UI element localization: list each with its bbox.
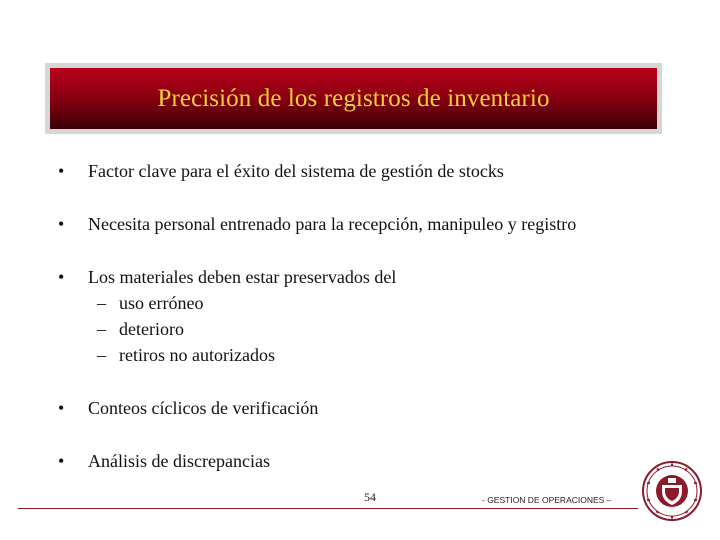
bullet-item	[58, 211, 576, 237]
sub-bullet-item	[97, 316, 184, 342]
title-frame	[45, 63, 662, 134]
bullet-glyph: •	[58, 398, 65, 418]
bullet-glyph: •	[58, 451, 65, 471]
bullet-glyph: •	[58, 161, 65, 181]
university-seal-icon	[642, 460, 702, 522]
bullet-item	[58, 264, 396, 290]
slide-title: Precisión de los registros de inventario	[157, 84, 550, 112]
sub-bullet-text: retiros no autorizados	[119, 345, 275, 365]
sub-bullet-text: deterioro	[119, 319, 184, 339]
bullet-item	[58, 395, 318, 421]
bullet-glyph: •	[58, 214, 65, 234]
bullet-text: Análisis de discrepancias	[88, 451, 270, 471]
dash-glyph: –	[97, 319, 106, 339]
dash-glyph: –	[97, 293, 106, 313]
bullet-glyph: •	[58, 267, 65, 287]
bullet-text: Conteos cíclicos de verificación	[88, 398, 319, 418]
dash-glyph: –	[97, 345, 106, 365]
bullet-text: Factor clave para el éxito del sistema de gestión de stocks	[88, 161, 504, 181]
bullet-text: Necesita personal entrenado para la recepción, manipuleo y registro	[88, 214, 577, 234]
sub-bullet-item	[97, 342, 275, 368]
title-box	[50, 68, 657, 129]
bullet-item	[58, 448, 270, 474]
footer-text: - GESTION DE OPERACIONES –	[482, 495, 612, 505]
bullet-text: Los materiales deben estar preservados del	[88, 267, 397, 287]
footer-divider	[18, 508, 638, 509]
bullet-item	[58, 158, 504, 184]
sub-bullet-item	[97, 290, 203, 316]
sub-bullet-text: uso erróneo	[119, 293, 204, 313]
page-number: 54	[364, 490, 376, 504]
